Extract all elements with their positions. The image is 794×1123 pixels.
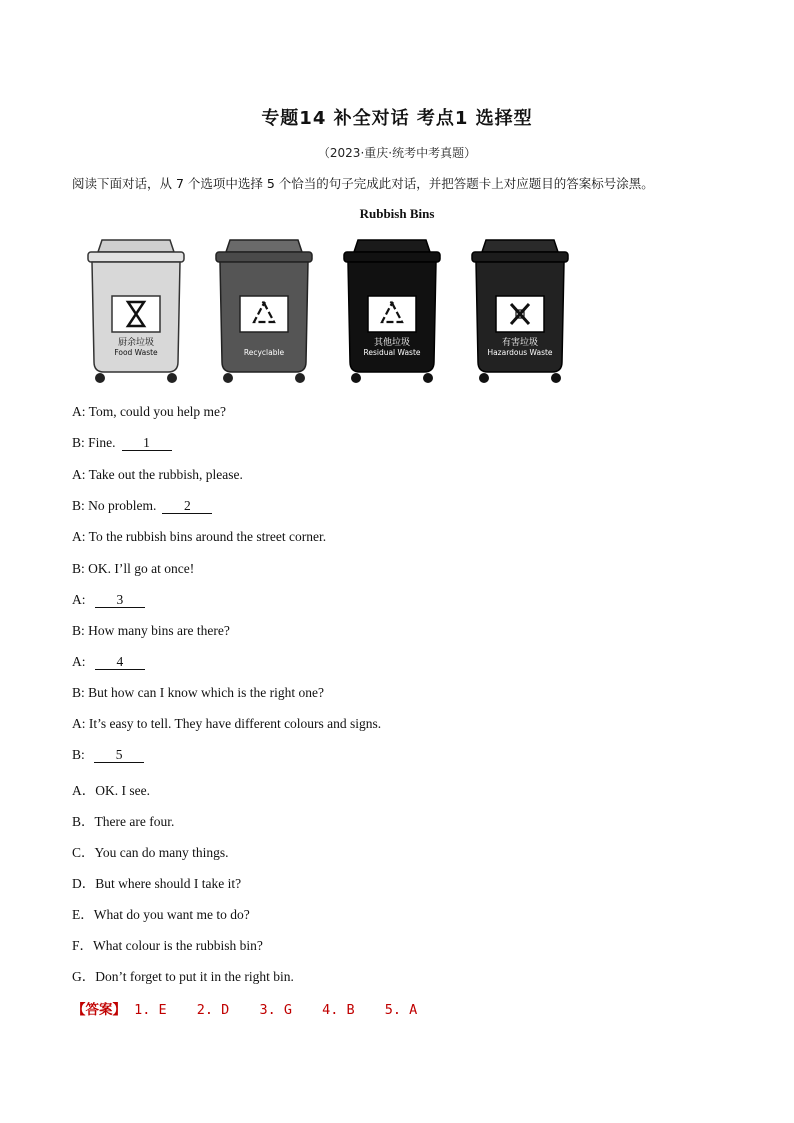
recycle-icon — [379, 300, 405, 328]
section-title: Rubbish Bins — [359, 206, 435, 221]
dialogue-line: B: 5 — [72, 747, 144, 763]
bin-label-en: Food Waste — [114, 348, 158, 357]
bin-label-en: Recyclable — [243, 348, 285, 357]
dialogue-line: B: But how can I know which is the right one? — [72, 685, 324, 700]
cross-icon — [508, 300, 532, 328]
answer-blank[interactable]: 5 — [94, 748, 144, 763]
bin-label-cn: 厨余垃圾 — [117, 338, 154, 348]
bin-label-en: Residual Waste — [363, 348, 421, 357]
answer-blank[interactable]: 3 — [95, 593, 145, 608]
dialogue-line: A: 4 — [72, 654, 145, 670]
page-title: 专题14 补全对话 考点1 选择型 — [261, 108, 533, 129]
option-a: A．OK. I see. — [72, 783, 150, 798]
bin-residual-waste — [340, 238, 444, 386]
answer-item: 2. D — [196, 1002, 230, 1018]
dialogue-line: A: Tom, could you help me? — [72, 404, 227, 419]
option-e: E．What do you want me to do? — [72, 907, 250, 922]
source-note: （2023·重庆·统考中考真题） — [317, 146, 477, 160]
option-c: C．You can do many things. — [72, 845, 229, 860]
option-f: F．What colour is the rubbish bin? — [72, 938, 263, 953]
recycle-icon — [251, 300, 277, 328]
rubbish-bins-image — [84, 238, 584, 388]
answer-tag: 【答案】 — [72, 1002, 126, 1018]
answer-blank[interactable]: 1 — [122, 436, 172, 451]
answer-blank[interactable]: 4 — [95, 655, 145, 670]
bin-label-en: Hazardous Waste — [487, 348, 553, 357]
option-b: B．There are four. — [72, 814, 175, 829]
answer-item: 1. E — [134, 1002, 167, 1018]
dialogue-line: B: Fine. 1 — [72, 435, 172, 451]
bin-label-cn: 其他垃圾 — [373, 338, 410, 348]
bin-recyclable — [212, 238, 316, 386]
instruction-text: 阅读下面对话，从 7 个选项中选择 5 个恰当的句子完成此对话，并把答题卡上对应题目的答案标号涂黑。 — [72, 176, 654, 191]
dialogue-line: B: No problem. 2 — [72, 498, 212, 514]
dialogue-line: A: It’s easy to tell. They have different colours and signs. — [72, 716, 382, 731]
answer-item: 4. B — [322, 1002, 355, 1018]
option-g: G．Don’t forget to put it in the right bin. — [72, 969, 294, 984]
dialogue-line: B: How many bins are there? — [72, 623, 230, 638]
bin-hazardous-waste — [468, 238, 572, 386]
dialogue-line: A: To the rubbish bins around the street corner. — [72, 529, 327, 544]
bin-label-cn: 有害垃圾 — [501, 338, 538, 348]
answer-item: 5. A — [384, 1002, 418, 1018]
bin-food-waste — [84, 238, 188, 386]
hourglass-icon — [124, 300, 148, 328]
dialogue-line: B: OK. I’ll go at once! — [72, 561, 195, 576]
answer-item: 3. G — [259, 1002, 292, 1018]
dialogue-line: A: Take out the rubbish, please. — [72, 467, 243, 482]
option-d: D．But where should I take it? — [72, 876, 242, 891]
dialogue-line: A: 3 — [72, 592, 145, 608]
answer-key — [72, 998, 439, 1018]
answer-blank[interactable]: 2 — [162, 499, 212, 514]
